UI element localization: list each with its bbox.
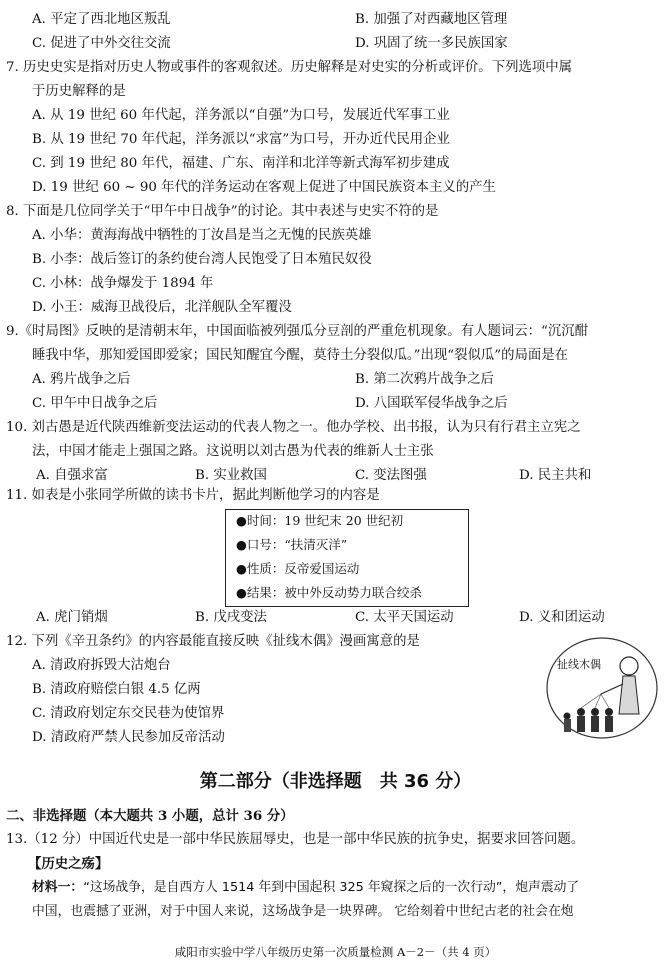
material-label: 材料一： [32, 880, 84, 895]
q10-option-c: C. 变法图强 [355, 468, 427, 483]
puppet-cartoon [543, 636, 661, 746]
q9-option-c: C. 甲午中日战争之后 [32, 396, 158, 411]
q8-stem: 8. 下面是几位同学关于“甲午中日战争”的讨论。其中表述与史实不符的是 [6, 204, 439, 219]
reading-card [225, 509, 469, 607]
q7-option-b: B. 从 19 世纪 70 年代起，洋务派以“求富”为口号，开办近代民用企业 [32, 132, 450, 147]
q8-option-a: A. 小华：黄海海战中牺牲的丁汝昌是当之无愧的民族英雄 [32, 228, 372, 243]
card-row-nature: ●性质：反帝爱国运动 [236, 561, 360, 576]
q11-option-a: A. 虎门销烟 [36, 610, 108, 625]
subhead-history: 【历史之殇】 [28, 856, 109, 872]
q7-stem-line2: 于历史解释的是 [32, 84, 126, 99]
q8-option-c: C. 小林：战争爆发于 1894 年 [32, 276, 214, 291]
q7-stem-line1: 7. 历史史实是指对历史人物或事件的客观叙述。历史解释是对史实的分析或评价。下列选项中属 [6, 60, 573, 75]
q6-option-c: C. 促进了中外交往交流 [32, 36, 171, 51]
part2-title: 第二部分（非选择题 共 36 分） [199, 771, 472, 792]
q7-option-d: D. 19 世纪 60 ~ 90 年代的洋务运动在客观上促进了中国民族资本主义的产生 [32, 180, 496, 195]
q10-option-a: A. 自强求富 [36, 468, 108, 483]
q12-stem: 12. 下列《辛丑条约》的内容最能直接反映《扯线木偶》漫画寓意的是 [6, 634, 420, 649]
section-heading: 二、非选择题（本大题共 3 小题，总计 36 分） [6, 808, 294, 824]
material-1-line1 [32, 879, 579, 897]
cartoon-label: 扯线木偶 [557, 658, 601, 671]
q9-option-d: D. 八国联军侵华战争之后 [355, 396, 508, 411]
q6-option-d: D. 巩固了统一多民族国家 [355, 36, 508, 51]
q6-option-a: A. 平定了西北地区叛乱 [32, 12, 171, 27]
q10-stem-line2: 法，中国才能走上强国之路。这说明以刘古愚为代表的维新人士主张 [32, 444, 434, 459]
q11-option-c: C. 太平天国运动 [355, 610, 454, 625]
material-1-line2: 中国，也震撼了亚洲，对于中国人来说，这场战争是一块界碑。 它给刻着中世纪古老的社会在炮 [32, 904, 574, 919]
q12-option-d: D. 清政府严禁人民参加反帝活动 [32, 730, 225, 745]
q9-stem-line1: 9.《时局图》反映的是清朝末年，中国面临被列强瓜分豆剖的严重危机现象。有人题词云：“沉沉酣 [6, 324, 589, 339]
q8-option-d: D. 小王：威海卫战役后，北洋舰队全军覆没 [32, 300, 292, 315]
card-row-slogan: ●口号：“扶清灭洋” [236, 537, 348, 552]
puppet-cartoon-drawing [543, 636, 661, 746]
q7-option-c: C. 到 19 世纪 80 年代，福建、广东、南洋和北洋等新式海军初步建成 [32, 156, 450, 171]
q11-stem: 11. 如表是小张同学所做的读书卡片，据此判断他学习的内容是 [6, 488, 380, 503]
page-footer: 咸阳市实验中学八年级历史第一次质量检测 A－2－（共 4 页） [174, 945, 497, 959]
q9-option-a: A. 鸦片战争之后 [32, 372, 131, 387]
q11-option-b: B. 戊戌变法 [195, 610, 267, 625]
q12-option-b: B. 清政府赔偿白银 4.5 亿两 [32, 682, 201, 697]
q9-option-b: B. 第二次鸦片战争之后 [355, 372, 494, 387]
q13-stem: 13.（12 分）中国近代史是一部中华民族屈辱史，也是一部中华民族的抗争史，据要求回答问题。 [6, 832, 585, 847]
q6-option-b: B. 加强了对西藏地区管理 [355, 12, 508, 27]
q12-option-c: C. 清政府划定东交民巷为使馆界 [32, 706, 225, 721]
q12-option-a: A. 清政府拆毁大沽炮台 [32, 658, 171, 673]
q11-option-d: D. 义和团运动 [519, 610, 605, 625]
q7-option-a: A. 从 19 世纪 60 年代起，洋务派以“自强”为口号，发展近代军事工业 [32, 108, 450, 123]
q10-stem-line1: 10. 刘古愚是近代陕西维新变法运动的代表人物之一。他办学校、出书报，认为只有行君主立宪之 [6, 420, 581, 435]
material-text-1: “这场战争，是自西方人 1514 年到中国起积 325 年窥探之后的一次行动”，炮声震动了 [83, 880, 580, 895]
q10-option-d: D. 民主共和 [519, 468, 592, 483]
q8-option-b: B. 小李：战后签订的条约使台湾人民饱受了日本殖民奴役 [32, 252, 372, 267]
card-row-time: ●时间：19 世纪末 20 世纪初 [236, 513, 404, 528]
card-row-result: ●结果：被中外反动势力联合绞杀 [236, 585, 422, 600]
q9-stem-line2: 睡我中华，那知爱国即爱家；国民知醒宜今醒，莫待土分裂似瓜。”出现“裂似瓜”的局面是在 [32, 348, 569, 363]
q10-option-b: B. 实业救国 [195, 468, 267, 483]
